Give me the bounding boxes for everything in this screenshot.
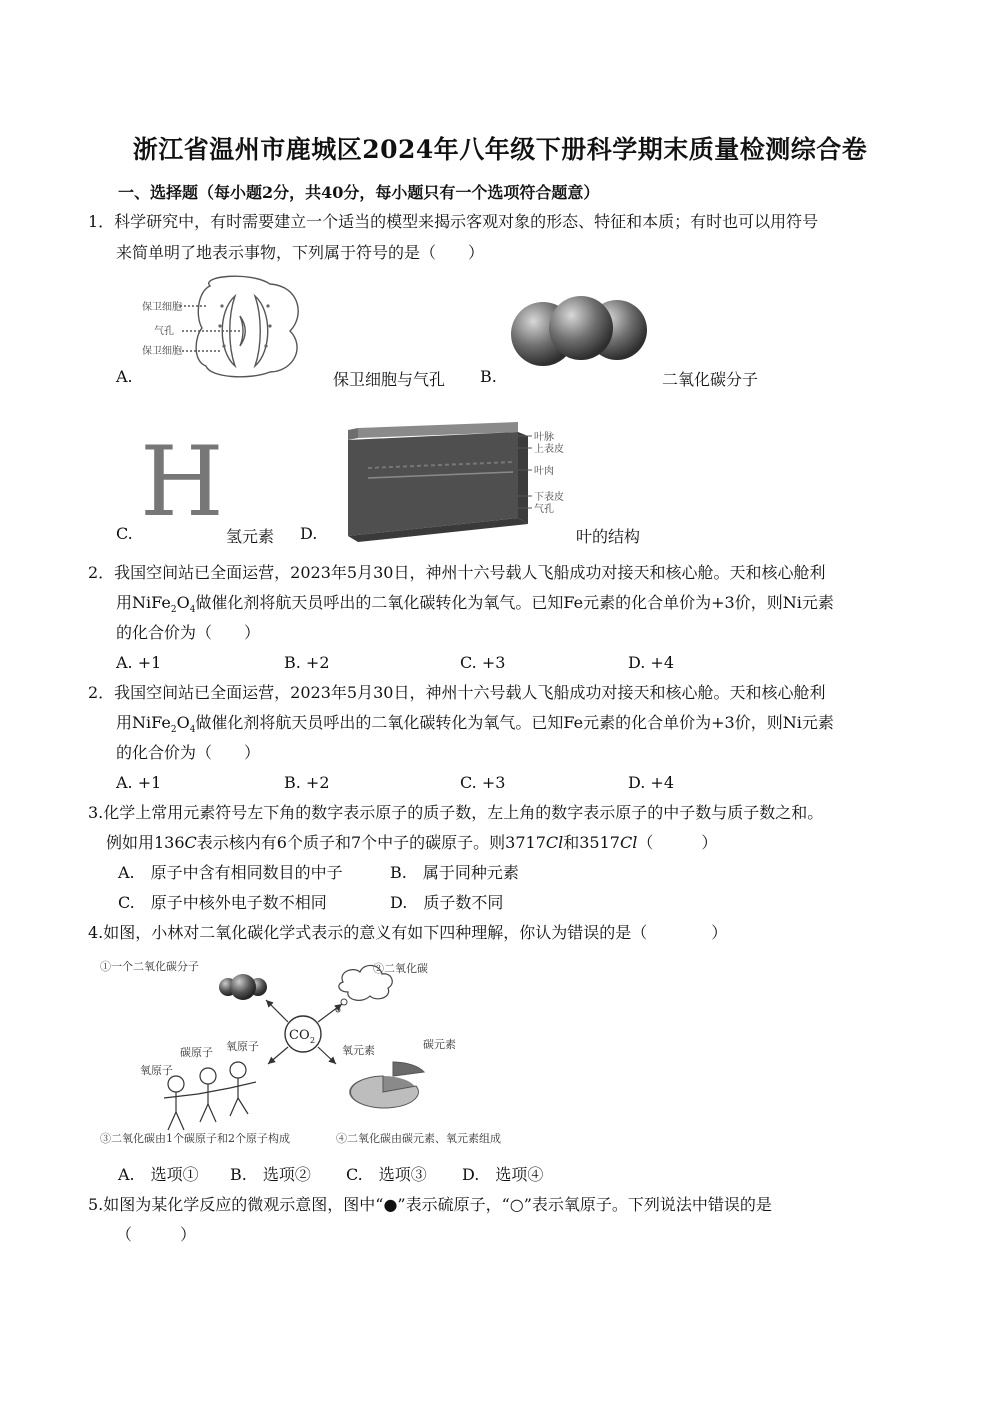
fig-oxygen-atom-top: 氧原子 [226,1040,259,1053]
q1-option-c-letter: C. [116,524,133,543]
page-title: 浙江省温州市鹿城区2024年八年级下册科学期末质量检测综合卷 [132,135,868,164]
q1-option-a-letter: A. [116,367,133,386]
q2a-option-a: A. +1 [116,653,162,672]
q2a-option-b: B. +2 [284,653,330,672]
q2a-text-post: 做催化剂将航天员呼出的二氧化碳转化为氧气。已知Fe元素的化合单价为+3价，则Ni元素 [195,593,834,612]
question-1-line1: 1．科学研究中，有时需要建立一个适当的模型来揭示客观对象的形态、特征和本质；有时也可以用符号 [88,212,819,231]
stoma-label: 气孔 [154,326,174,337]
q3-paren: （ ） [637,833,718,852]
q1-option-b-letter: B. [480,367,497,386]
question-2a-line1: 2．我国空间站已全面运营，2023年5月30日，神州十六号载人飞船成功对接天和核心舱。天和核心舱利 [88,563,826,582]
q4-option-c: C. 选项③ [346,1165,427,1184]
q2a-option-d: D. +4 [628,653,675,672]
question-1-line2: 来简单明了地表示事物，下列属于符号的是（ ） [116,243,485,262]
leaf-structure-figure [328,418,568,548]
q1-option-d-caption: 叶的结构 [576,527,641,546]
mesophyll-label: 叶肉 [534,466,554,477]
q1-option-d-letter: D. [300,524,318,543]
q4-option-b: B. 选项② [230,1165,311,1184]
q3-text-pre: 例如用136 [106,833,185,852]
q3-option-c: C. 原子中核外电子数不相同 [118,893,327,912]
q3-option-b: B. 属于同种元素 [390,863,519,882]
fig-label-4: ④二氧化碳由碳元素、氧元素组成 [336,1132,501,1145]
fig-label-1: ①一个二氧化碳分子 [100,960,199,973]
q3-option-a: A. 原子中含有相同数目的中子 [118,863,343,882]
q2a-text-pre: 用NiFe [116,593,171,612]
leaf-stoma-label: 气孔 [534,504,554,515]
q3-chlorine-symbol-2: Cl [619,833,638,852]
q3-carbon-symbol: C [184,833,197,852]
q4-option-d: D. 选项④ [462,1165,544,1184]
question-3-line1: 3.化学上常用元素符号左下角的数字表示原子的质子数，左上角的数字表示原子的中子数与质子数之和。 [88,803,824,822]
fig-carbon-atom: 碳原子 [180,1046,213,1059]
q4-option-a: A. 选项① [118,1165,199,1184]
q2b-text-mid: O [176,713,190,732]
question-3-line2 [106,828,717,858]
q3-chlorine-symbol-1: Cl [545,833,564,852]
lower-epidermis-label: 下表皮 [534,492,564,503]
q2b-text-post: 做催化剂将航天员呼出的二氧化碳转化为氧气。已知Fe元素的化合单价为+3价，则Ni元素 [195,713,834,732]
q2a-sub2: 4 [189,605,196,616]
q1-option-a-caption: 保卫细胞与气孔 [333,370,446,389]
leaf-vein-label: 叶脉 [534,432,554,443]
question-5-line1: 5.如图为某化学反应的微观示意图，图中“●”表示硫原子，“○”表示氧原子。下列说法中错误的是 [88,1195,772,1214]
guard-cell-label-2: 保卫细胞 [142,346,182,357]
q3-text-and: 和3517 [563,833,620,852]
fig-center-co: CO [289,1028,310,1043]
q2b-sub1: 2 [170,725,177,736]
q2b-option-b: B. +2 [284,773,330,792]
fig-oxygen-atom: 氧原子 [140,1064,173,1077]
fig-label-2: ②二氧化碳 [373,962,428,975]
q2b-option-c: C. +3 [460,773,506,792]
q1-option-c-caption: 氢元素 [226,527,275,546]
question-2a-line3: 的化合价为（ ） [116,623,261,642]
co2-meaning-figure [98,952,568,1152]
question-2b-line1: 2．我国空间站已全面运营，2023年5月30日，神州十六号载人飞船成功对接天和核心舱。天和核心舱利 [88,683,826,702]
q2a-option-c: C. +3 [460,653,506,672]
q2b-sub2: 4 [189,725,196,736]
q3-option-d: D. 质子数不同 [390,893,504,912]
q2a-text-mid: O [176,593,190,612]
q2a-sub1: 2 [170,605,177,616]
q2b-text-pre: 用NiFe [116,713,171,732]
q3-text-mid: 表示核内有6个质子和7个中子的碳原子。则3717 [196,833,546,852]
q1-option-b-caption: 二氧化碳分子 [662,370,759,389]
question-2b-line3: 的化合价为（ ） [116,743,261,762]
guard-cell-figure [140,276,310,381]
question-4-line1: 4.如图，小林对二氧化碳化学式表示的意义有如下四种理解，你认为错误的是（ ） [88,923,728,942]
question-5-line2: （ ） [116,1225,197,1244]
fig-center-sub: 2 [310,1036,316,1045]
q2b-option-a: A. +1 [116,773,162,792]
upper-epidermis-label: 上表皮 [534,444,564,455]
fig-label-3: ③二氧化碳由1个碳原子和2个原子构成 [100,1132,290,1145]
hydrogen-symbol: H [140,426,224,538]
fig-carbon-element: 碳元素 [423,1038,456,1051]
section-heading: 一、选择题（每小题2分，共40分，每小题只有一个选项符合题意） [118,183,600,202]
q2b-option-d: D. +4 [628,773,675,792]
guard-cell-label-1: 保卫细胞 [142,302,182,313]
fig-oxygen-element: 氧元素 [342,1044,375,1057]
co2-molecule-figure [505,286,655,376]
